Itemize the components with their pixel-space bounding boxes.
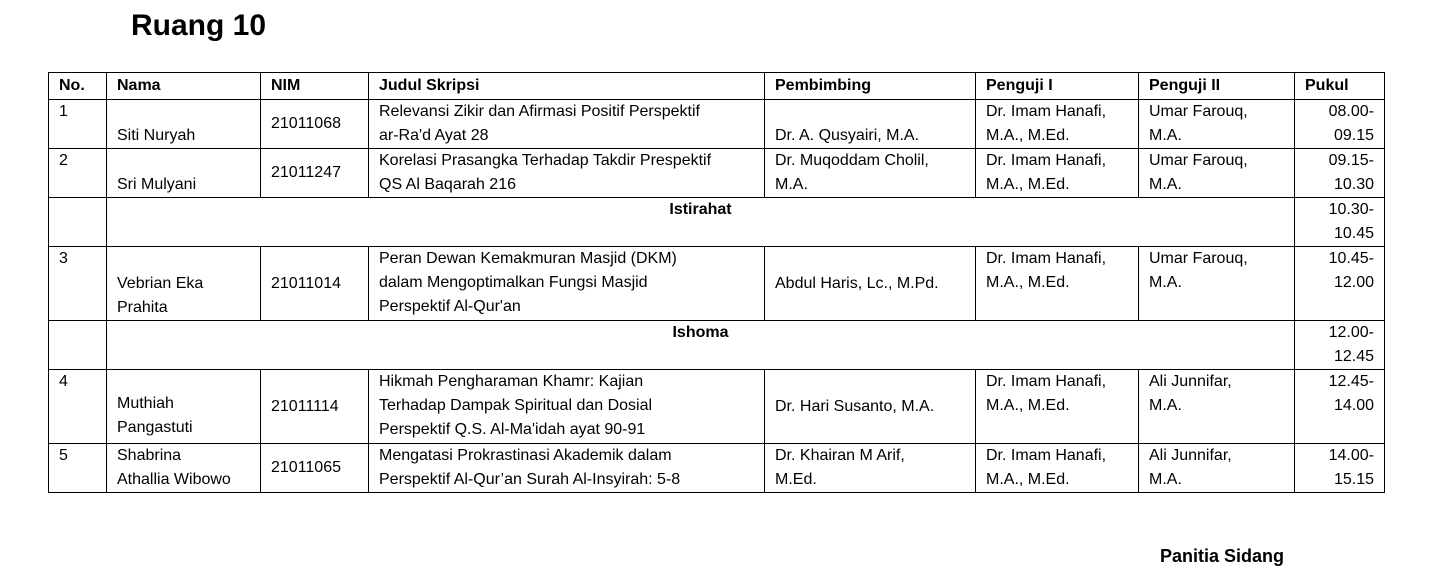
cell-pukul: 12.45- 14.00 [1295, 370, 1385, 444]
header-nama: Nama [107, 73, 261, 100]
cell-judul: Relevansi Zikir dan Afirmasi Positif Perspektif ar-Ra'd Ayat 28 [369, 100, 765, 149]
table-row [49, 444, 1385, 493]
cell-nim: 21011247 [261, 149, 369, 198]
cell-nama: Vebrian Eka Prahita [107, 247, 261, 321]
cell-nim: 21011114 [261, 370, 369, 444]
cell-judul: Hikmah Pengharaman Khamr: Kajian Terhadap Dampak Spiritual dan Dosial Perspektif Q.S. Al-Ma'idah ayat 90-91 [369, 370, 765, 444]
header-penguji-1: Penguji I [976, 73, 1139, 100]
header-no: No. [49, 73, 107, 100]
cell-nim: 21011068 [261, 100, 369, 149]
cell-nama: Shabrina Athallia Wibowo [107, 444, 261, 493]
header-penguji-2: Penguji II [1139, 73, 1295, 100]
cell-pukul: 10.30- 10.45 [1295, 198, 1385, 247]
cell-nama: Siti Nuryah [107, 100, 261, 149]
table-row [49, 149, 1385, 198]
cell-pembimbing: Dr. Khairan M Arif, M.Ed. [765, 444, 976, 493]
header-row [49, 73, 1385, 100]
cell-penguji-2: Ali Junnifar, M.A. [1139, 444, 1295, 493]
cell-penguji-2: Ali Junnifar, M.A. [1139, 370, 1295, 444]
cell-pembimbing: Dr. Hari Susanto, M.A. [765, 370, 976, 444]
header-judul: Judul Skripsi [369, 73, 765, 100]
cell-pukul: 08.00- 09.15 [1295, 100, 1385, 149]
cell-no: 2 [49, 149, 107, 198]
cell-pembimbing: Dr. Muqoddam Cholil, M.A. [765, 149, 976, 198]
cell-penguji-1: Dr. Imam Hanafi, M.A., M.Ed. [976, 444, 1139, 493]
schedule-table [48, 72, 1385, 493]
cell-pembimbing: Abdul Haris, Lc., M.Pd. [765, 247, 976, 321]
cell-penguji-1: Dr. Imam Hanafi, M.A., M.Ed. [976, 247, 1139, 321]
header-pembimbing: Pembimbing [765, 73, 976, 100]
break-row [49, 198, 1385, 247]
cell-pukul: 14.00- 15.15 [1295, 444, 1385, 493]
cell-no: 1 [49, 100, 107, 149]
table-row [49, 247, 1385, 321]
table-row [49, 370, 1385, 444]
cell-no-empty [49, 321, 107, 370]
cell-no: 3 [49, 247, 107, 321]
cell-no: 5 [49, 444, 107, 493]
cell-judul: Korelasi Prasangka Terhadap Takdir Prespektif QS Al Baqarah 216 [369, 149, 765, 198]
cell-penguji-1: Dr. Imam Hanafi, M.A., M.Ed. [976, 100, 1139, 149]
cell-pukul: 12.00- 12.45 [1295, 321, 1385, 370]
header-pukul: Pukul [1295, 73, 1385, 100]
cell-penguji-2: Umar Farouq, M.A. [1139, 149, 1295, 198]
cell-no: 4 [49, 370, 107, 444]
cell-nim: 21011014 [261, 247, 369, 321]
table-row [49, 100, 1385, 149]
cell-judul: Peran Dewan Kemakmuran Masjid (DKM) dalam Mengoptimalkan Fungsi Masjid Perspektif Al-Qur'an [369, 247, 765, 321]
cell-nama: Muthiah Pangastuti [107, 370, 261, 444]
cell-pukul: 10.45- 12.00 [1295, 247, 1385, 321]
cell-penguji-1: Dr. Imam Hanafi, M.A., M.Ed. [976, 149, 1139, 198]
cell-nama: Sri Mulyani [107, 149, 261, 198]
footer-signature-label: Panitia Sidang [1160, 546, 1285, 566]
cell-penguji-2: Umar Farouq, M.A. [1139, 100, 1295, 149]
cell-pukul: 09.15- 10.30 [1295, 149, 1385, 198]
cell-penguji-1: Dr. Imam Hanafi, M.A., M.Ed. [976, 370, 1139, 444]
cell-penguji-2: Umar Farouq, M.A. [1139, 247, 1295, 321]
header-nim: NIM [261, 73, 369, 100]
cell-pembimbing: Dr. A. Qusyairi, M.A. [765, 100, 976, 149]
break-label: Ishoma [107, 321, 1295, 370]
cell-nim: 21011065 [261, 444, 369, 493]
cell-judul: Mengatasi Prokrastinasi Akademik dalam Perspektif Al-Qur’an Surah Al-Insyirah: 5-8 [369, 444, 765, 493]
page-title: Ruang 10 [131, 9, 267, 42]
break-label: Istirahat [107, 198, 1295, 247]
break-row [49, 321, 1385, 370]
cell-no-empty [49, 198, 107, 247]
